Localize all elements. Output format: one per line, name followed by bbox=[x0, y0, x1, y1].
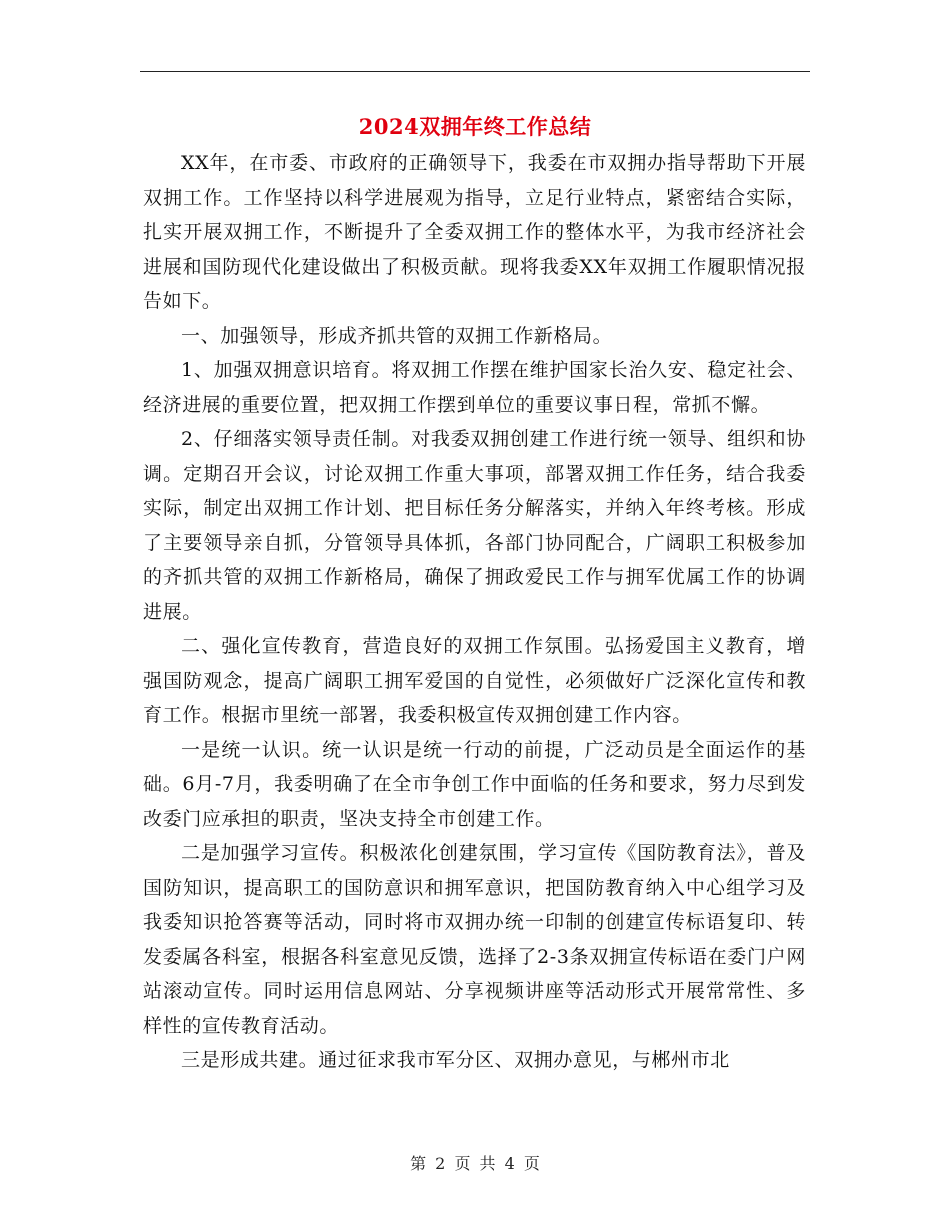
paragraph: 一、加强领导，形成齐抓共管的双拥工作新格局。 bbox=[181, 324, 613, 347]
paragraph: 2、仔细落实领导责任制。对我委双拥创建工作进行统一领导、组织和协调。定期召开会议，讨论双拥工作重大事项，部署双拥工作任务，结合我委实际，制定出双拥工作计划、把目标任务分解落实，并纳入年终考核。形成了主要领导亲自抓，分管领导具体抓，各部门协同配合，广阔职工积极参加的齐抓共管的双拥工作新格局，确保了拥政爱民工作与拥军优属工作的协调进展。 bbox=[143, 428, 806, 623]
paragraph: XX年，在市委、市政府的正确领导下，我委在市双拥办指导帮助下开展双拥工作。工作坚持以科学进展观为指导，立足行业特点，紧密结合实际，扎实开展双拥工作，不断提升了全委双拥工作的整体水平，为我市经济社会进展和国防现代化建设做出了积极贡献。现将我委XX年双拥工作履职情况报告如下。 bbox=[143, 152, 806, 312]
paragraph: 二是加强学习宣传。积极浓化创建氛围，学习宣传《国防教育法》，普及国防知识，提高职工的国防意识和拥军意识，把国防教育纳入中心组学习及我委知识抢答赛等活动，同时将市双拥办统一印制的创建宣传标语复印、转发委属各科室，根据各科室意见反馈，选择了2-3条双拥宣传标语在委门户网站滚动宣传。同时运用信息网站、分享视频讲座等活动形式开展常常性、多样性的宣传教育活动。 bbox=[143, 842, 806, 1037]
paragraph: 三是形成共建。通过征求我市军分区、双拥办意见，与郴州市北 bbox=[181, 1049, 730, 1071]
page-number: 第 2 页 共 4 页 bbox=[410, 1154, 540, 1173]
paragraph: 二、强化宣传教育，营造良好的双拥工作氛围。弘扬爱国主义教育，增强国防观念，提高广阔职工拥军爱国的自觉性，必须做好广泛深化宣传和教育工作。根据市里统一部署，我委积极宣传双拥创建工作内容。 bbox=[143, 635, 806, 726]
document-title: 2024双拥年终工作总结 bbox=[358, 114, 592, 139]
document-body bbox=[143, 146, 806, 1106]
paragraph: 一是统一认识。统一认识是统一行动的前提，广泛动员是全面运作的基础。6月-7月，我委明确了在全市争创工作中面临的任务和要求，努力尽到发改委门应承担的职责，坚决支持全市创建工作。 bbox=[143, 738, 806, 830]
header-rule bbox=[140, 71, 810, 72]
paragraph: 1、加强双拥意识培育。将双拥工作摆在维护国家长治久安、稳定社会、经济进展的重要位置，把双拥工作摆到单位的重要议事日程，常抓不懈。 bbox=[143, 359, 806, 416]
